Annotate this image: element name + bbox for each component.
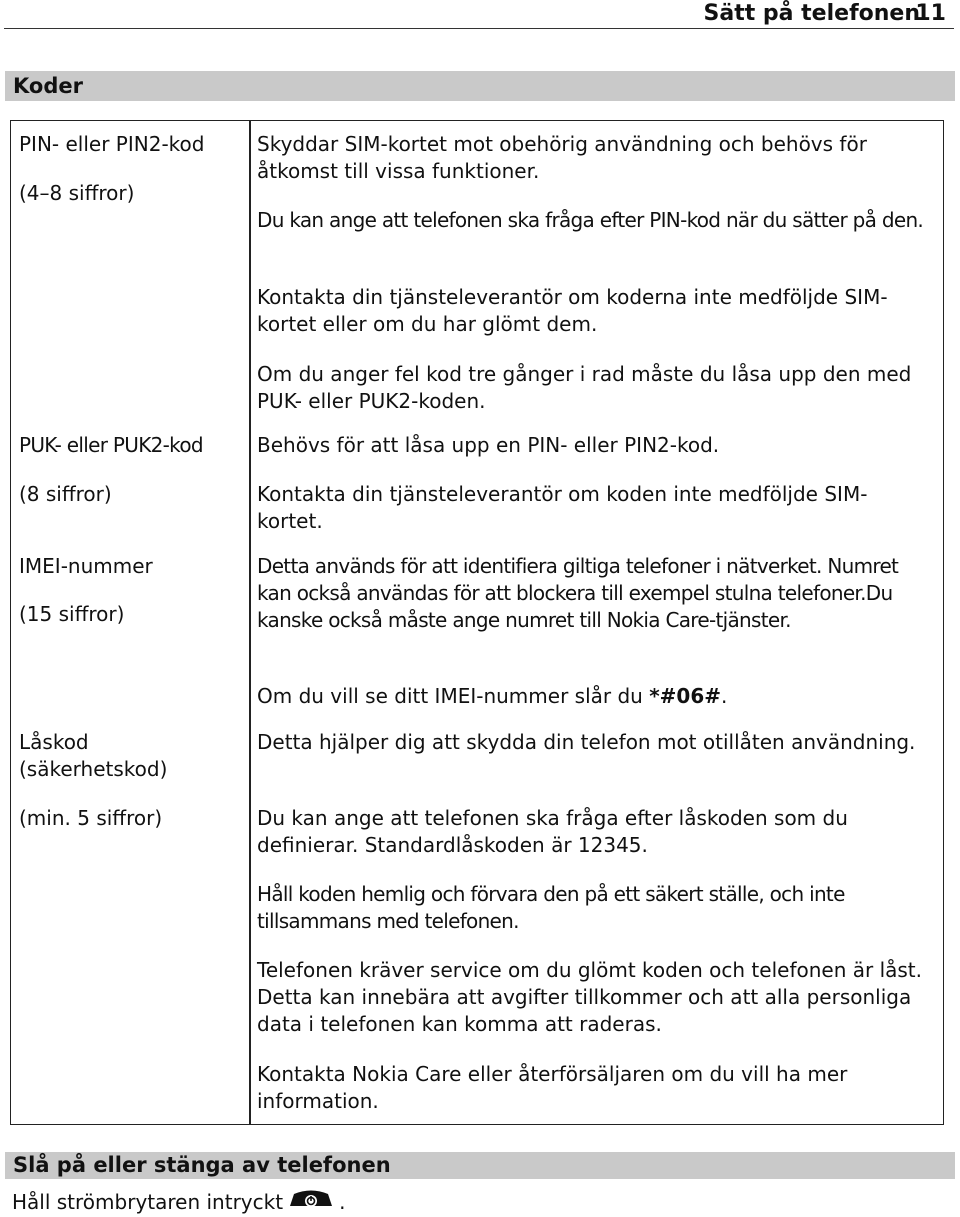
page-number: 11 [915,1,946,26]
pin-description-2: Du kan ange att telefonen ska fråga efter PIN-kod när du sätter på den. [257,208,924,232]
imei-label: IMEI-nummer [19,554,153,578]
column-divider [249,121,251,1124]
lock-code-label: Låskod (säkerhetskod) [19,730,168,781]
imei-digits: (15 siffror) [19,602,125,626]
puk-code-label: PUK- eller PUK2-kod [19,433,203,457]
pin-description-4: Om du anger fel kod tre gånger i rad måste du låsa upp den med PUK- eller PUK2-koden. [257,362,912,413]
lock-code-digits: (min. 5 siffror) [19,806,163,830]
pin-description-3: Kontakta din tjänsteleverantör om koderna inte medföljde SIM-kortet eller om du har glömt dem. [257,285,888,336]
lock-description-1: Detta hjälper dig att skydda din telefon mot otillåten användning. [257,730,916,754]
codes-table [10,120,944,1125]
pin-code-digits: (4–8 siffror) [19,181,135,205]
page-header [4,0,954,29]
lock-description-2: Du kan ange att telefonen ska fråga efter låskoden som du definierar. Standardlåskoden är 12345. [257,806,848,857]
imei-service-code: *#06# [649,684,722,708]
section-heading-power: Slå på eller stänga av telefonen [5,1152,955,1179]
puk-description-2: Kontakta din tjänsteleverantör om koden inte medföljde SIM-kortet. [257,482,868,533]
power-instruction-period: . [339,1189,346,1214]
puk-code-digits: (8 siffror) [19,482,112,506]
power-instruction [12,1186,345,1217]
section-heading-codes: Koder [5,71,955,101]
power-key-icon [287,1186,335,1217]
imei-description-2-text: Om du vill se ditt IMEI-nummer slår du [257,684,650,708]
puk-description-1: Behövs för att låsa upp en PIN- eller PIN2-kod. [257,433,720,457]
imei-description-1: Detta används för att identifiera giltiga telefoner i nätverket. Numret kan också användas för att blockera till exempel stulna telefoner.Du kanske också måste ange numret till Nokia Care-tjänster. [257,554,899,632]
header-title: Sätt på telefonen [703,1,920,26]
power-instruction-text: Håll strömbrytaren intryckt [12,1189,284,1214]
lock-description-4: Telefonen kräver service om du glömt koden och telefonen är låst. Detta kan innebära att avgifter tillkommer och att alla personliga data i telefonen kan komma att raderas. [257,958,922,1036]
pin-code-label: PIN- eller PIN2-kod [19,132,205,156]
imei-description-2 [257,683,937,710]
lock-description-5: Kontakta Nokia Care eller återförsäljaren om du vill ha mer information. [257,1062,848,1113]
imei-description-2-period: . [721,684,728,708]
lock-description-3: Håll koden hemlig och förvara den på ett säkert ställe, och inte tillsammans med telefonen. [257,882,845,933]
pin-description-1: Skyddar SIM-kortet mot obehörig användning och behövs för åtkomst till vissa funktioner. [257,132,867,183]
